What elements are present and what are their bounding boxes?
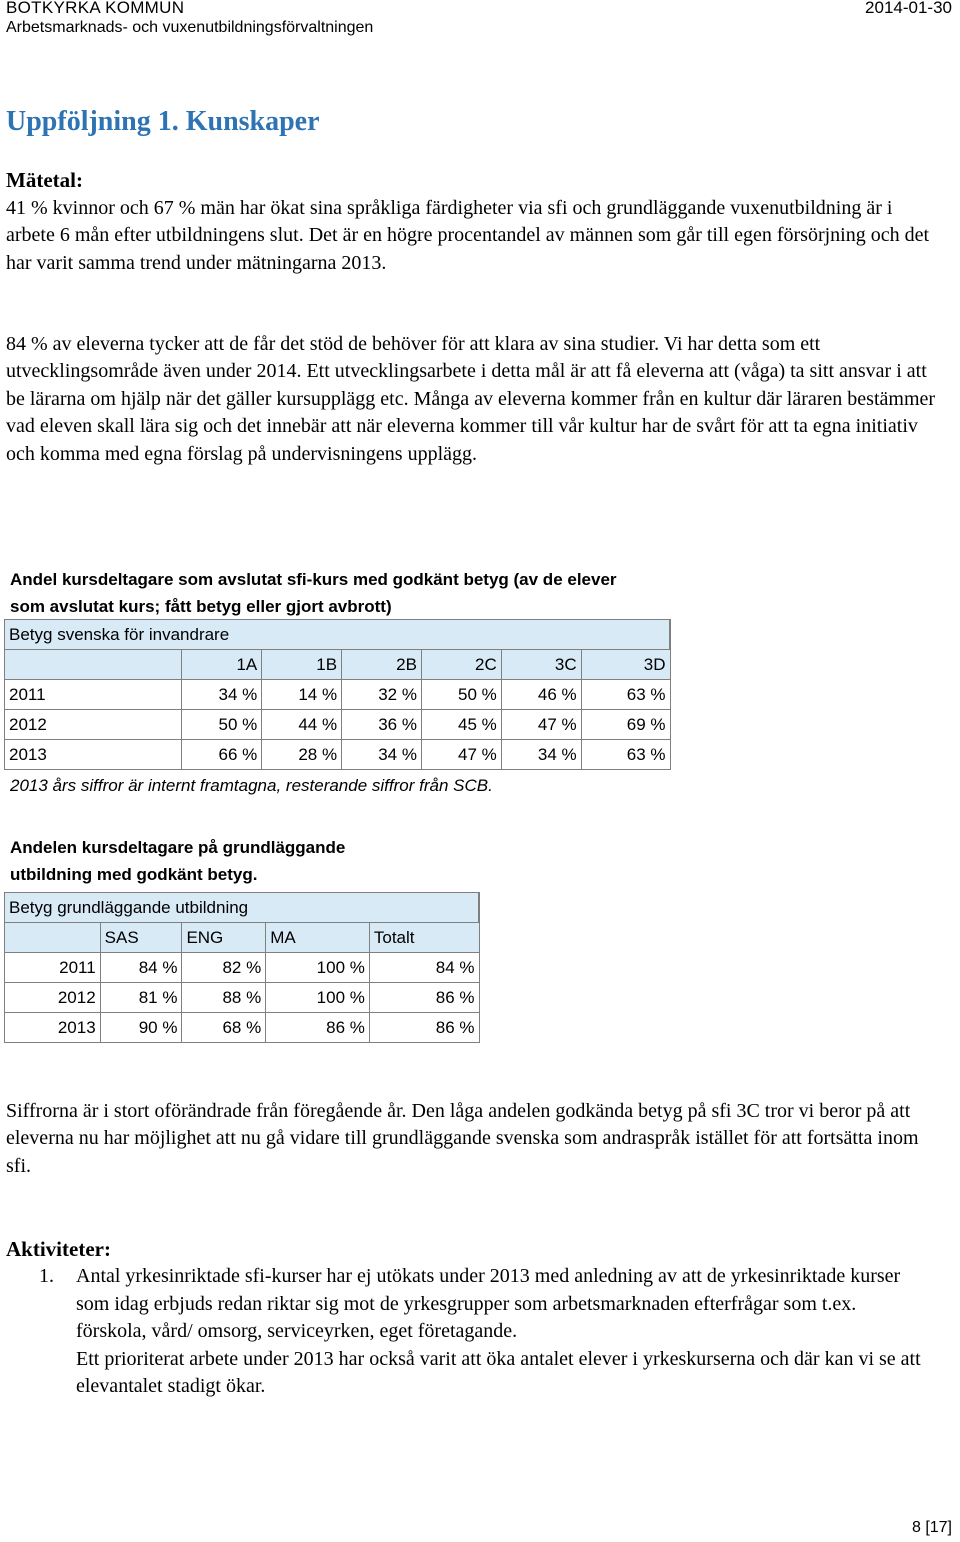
table-cell: 63 % [581, 680, 670, 710]
organization-name: BOTKYRKA KOMMUN [6, 0, 185, 17]
list-item [6, 1263, 926, 1401]
header-spacer [5, 923, 101, 953]
table-title-row [5, 893, 480, 923]
table-cell: 47 % [421, 740, 501, 770]
metric-paragraph-support: 84 % av eleverna tycker att de får det stöd de behöver för att klara av sina studier. Vi har detta som ett utvecklingsområde även under 2014. Ett utvecklingsarbete i detta mål är att få eleverna att (våga) ta sitt ansvar i att be lärarna om hjälp när det gäller kursupplägg etc. Många av eleverna kommer från en kultur där läraren bestämmer vad eleven skall lära sig och det innebär att när eleverna kommer till vår kultur har de svårt för att ta egna initiativ och komma med egna förslag på undervisningens upplägg. [6, 333, 936, 465]
table1-name: Betyg svenska för invandrare [5, 620, 671, 650]
row-year: 2013 [5, 740, 182, 770]
table-title-row [5, 620, 671, 650]
table-row [5, 1013, 480, 1043]
table-cell: 28 % [262, 740, 342, 770]
activity-text: Antal yrkesinriktade sfi-kurser har ej utökats under 2013 med anledning av att de yrkesinriktade kurser som idag erbjuds redan riktar sig mot de yrkesgrupper som arbetsmarknaden efterfrågar som t.ex. förskola, vård/ omsorg, serviceyrken, eget företagande. [76, 1265, 901, 1342]
table2-caption: Andelen kursdeltagare på grundläggande utbildning med godkänt betyg. [10, 838, 346, 884]
table-cell: 34 % [342, 740, 422, 770]
sfi-grades-table [4, 619, 671, 770]
table-cell: 66 % [182, 740, 262, 770]
table-cell: 84 % [100, 953, 182, 983]
metric-heading: Mätetal: [6, 168, 83, 192]
table-cell: 100 % [266, 953, 370, 983]
table1-caption: Andel kursdeltagare som avslutat sfi-kurs med godkänt betyg (av de elever som avslutat kurs; fått betyg eller gjort avbrott) [10, 570, 617, 616]
column-header: ENG [182, 923, 266, 953]
column-header: 2B [342, 650, 422, 680]
activities-heading: Aktiviteter: [6, 1237, 111, 1261]
row-year: 2011 [5, 680, 182, 710]
table1-footnote: 2013 års siffror är internt framtagna, resterande siffror från SCB. [10, 776, 493, 795]
column-header: 1A [182, 650, 262, 680]
document-date: 2014-01-30 [865, 0, 952, 17]
column-header: MA [266, 923, 370, 953]
column-header: 3C [501, 650, 581, 680]
basic-education-grades-table [4, 892, 480, 1043]
table-cell: 90 % [100, 1013, 182, 1043]
activity-text-continued: Ett prioriterat arbete under 2013 har också varit att öka antalet elever i yrkeskurserna och där kan vi se att elevantalet stadigt ökar. [76, 1347, 921, 1397]
table-cell: 34 % [182, 680, 262, 710]
table-cell: 82 % [182, 953, 266, 983]
table-cell: 100 % [266, 983, 370, 1013]
section-title: Uppföljning 1. Kunskaper [6, 106, 320, 137]
column-header: SAS [100, 923, 182, 953]
list-item-number: 1. [39, 1265, 54, 1287]
row-year: 2012 [5, 983, 101, 1013]
table-cell: 50 % [182, 710, 262, 740]
column-header: Totalt [369, 923, 479, 953]
table-cell: 46 % [501, 680, 581, 710]
table-cell: 63 % [581, 740, 670, 770]
table-cell: 36 % [342, 710, 422, 740]
department-name: Arbetsmarknads- och vuxenutbildningsförvaltningen [6, 19, 374, 36]
table-cell: 14 % [262, 680, 342, 710]
table-row [5, 740, 671, 770]
table-cell: 86 % [266, 1013, 370, 1043]
table-row [5, 983, 480, 1013]
metric-paragraph-employment: 41 % kvinnor och 67 % män har ökat sina språkliga färdigheter via sfi och grundläggande vuxenutbildning är i arbete 6 mån efter utbildningens slut. Det är en högre procentandel av männen som går till egen försörjning och det har varit samma trend under mätningarna 2013. [6, 197, 930, 274]
table-cell: 86 % [369, 1013, 479, 1043]
table-row [5, 710, 671, 740]
table-cell: 84 % [369, 953, 479, 983]
table-row [5, 680, 671, 710]
table-cell: 69 % [581, 710, 670, 740]
activities-list [6, 1263, 926, 1401]
table-cell: 50 % [421, 680, 501, 710]
table-cell: 34 % [501, 740, 581, 770]
table-cell: 47 % [501, 710, 581, 740]
table-row [5, 953, 480, 983]
table-cell: 86 % [369, 983, 479, 1013]
table-cell: 81 % [100, 983, 182, 1013]
column-header: 1B [262, 650, 342, 680]
table-cell: 68 % [182, 1013, 266, 1043]
table-header-row [5, 650, 671, 680]
table-cell: 88 % [182, 983, 266, 1013]
table-header-row [5, 923, 480, 953]
results-commentary: Siffrorna är i stort oförändrade från föregående år. Den låga andelen godkända betyg på sfi 3C tror vi beror på att eleverna nu har möjlighet att nu gå vidare till grundläggande svenska som andraspråk istället för att fortsätta inom sfi. [6, 1100, 919, 1177]
table-cell: 44 % [262, 710, 342, 740]
page-number: 8 [17] [911, 1519, 952, 1536]
header-spacer [5, 650, 182, 680]
row-year: 2013 [5, 1013, 101, 1043]
table-cell: 45 % [421, 710, 501, 740]
column-header: 3D [581, 650, 670, 680]
row-year: 2012 [5, 710, 182, 740]
row-year: 2011 [5, 953, 101, 983]
table2-name: Betyg grundläggande utbildning [5, 893, 480, 923]
table-cell: 32 % [342, 680, 422, 710]
column-header: 2C [421, 650, 501, 680]
